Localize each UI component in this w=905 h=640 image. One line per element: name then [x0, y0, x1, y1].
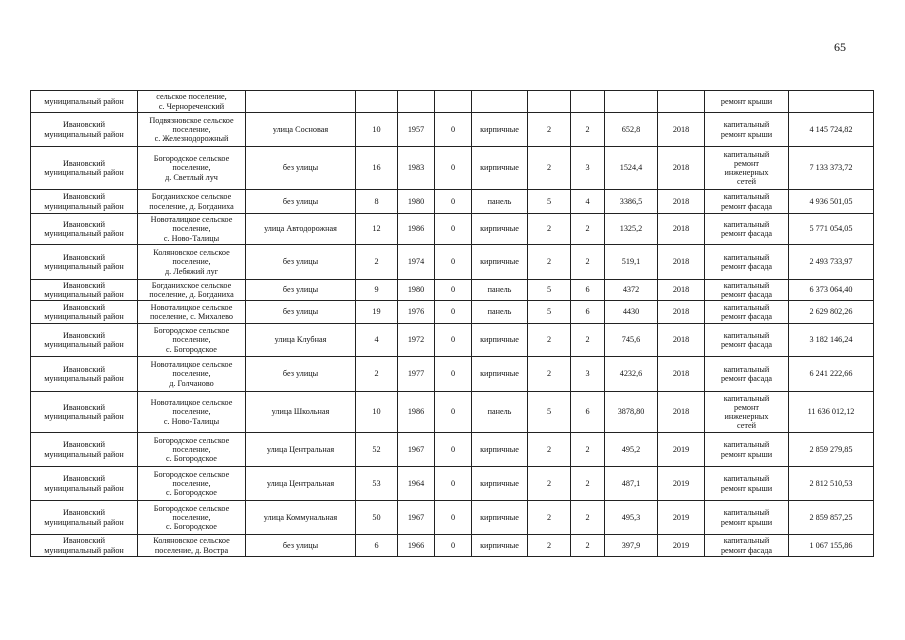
district-cell: Ивановский муниципальный район	[31, 501, 138, 535]
floors-cell	[528, 91, 571, 113]
area-cell: 4232,6	[605, 357, 658, 392]
table-row	[31, 467, 874, 501]
year-built-cell: 1980	[398, 280, 435, 301]
repair-year-cell: 2018	[658, 147, 705, 190]
zero-cell: 0	[435, 357, 472, 392]
table-row	[31, 147, 874, 190]
work-type-cell: капитальный ремонт фасада	[705, 190, 789, 214]
year-built-cell: 1977	[398, 357, 435, 392]
wall-material-cell: кирпичные	[472, 467, 528, 501]
repair-year-cell: 2018	[658, 357, 705, 392]
house-number-cell: 19	[356, 301, 398, 324]
work-type-cell: капитальный ремонт крыши	[705, 433, 789, 467]
table-row	[31, 392, 874, 433]
repair-year-cell: 2018	[658, 392, 705, 433]
entrances-cell	[571, 91, 605, 113]
cost-cell: 6 241 222,66	[789, 357, 874, 392]
wall-material-cell: кирпичные	[472, 501, 528, 535]
zero-cell: 0	[435, 190, 472, 214]
street-cell: без улицы	[246, 280, 356, 301]
settlement-cell: Новоталицкое сельское поселение, д. Голчаново	[138, 357, 246, 392]
house-number-cell: 6	[356, 535, 398, 557]
floors-cell: 2	[528, 324, 571, 357]
house-number-cell: 2	[356, 245, 398, 280]
work-type-cell: капитальный ремонт инженерных сетей	[705, 392, 789, 433]
district-cell: Ивановский муниципальный район	[31, 280, 138, 301]
district-cell: муниципальный район	[31, 91, 138, 113]
wall-material-cell	[472, 91, 528, 113]
wall-material-cell: кирпичные	[472, 147, 528, 190]
wall-material-cell: панель	[472, 190, 528, 214]
page-number: 65	[834, 40, 846, 54]
wall-material-cell: панель	[472, 280, 528, 301]
repair-year-cell: 2019	[658, 467, 705, 501]
house-number-cell: 9	[356, 280, 398, 301]
year-built-cell: 1986	[398, 392, 435, 433]
work-type-cell: капитальный ремонт фасада	[705, 357, 789, 392]
street-cell: без улицы	[246, 357, 356, 392]
house-number-cell: 10	[356, 113, 398, 147]
house-number-cell: 2	[356, 357, 398, 392]
district-cell: Ивановский муниципальный район	[31, 324, 138, 357]
zero-cell: 0	[435, 280, 472, 301]
work-type-cell: капитальный ремонт фасада	[705, 301, 789, 324]
year-built-cell: 1966	[398, 535, 435, 557]
floors-cell: 2	[528, 535, 571, 557]
settlement-cell: Богданихское сельское поселение, д. Богданиха	[138, 190, 246, 214]
year-built-cell: 1974	[398, 245, 435, 280]
house-number-cell: 10	[356, 392, 398, 433]
entrances-cell: 2	[571, 214, 605, 245]
work-type-cell: капитальный ремонт фасада	[705, 324, 789, 357]
work-type-cell: капитальный ремонт инженерных сетей	[705, 147, 789, 190]
street-cell: улица Школьная	[246, 392, 356, 433]
street-cell: без улицы	[246, 147, 356, 190]
floors-cell: 5	[528, 301, 571, 324]
street-cell: улица Центральная	[246, 467, 356, 501]
repair-year-cell: 2018	[658, 113, 705, 147]
settlement-cell: Богородское сельское поселение, д. Светлый луч	[138, 147, 246, 190]
street-cell: улица Автодорожная	[246, 214, 356, 245]
wall-material-cell: панель	[472, 392, 528, 433]
cost-cell: 2 812 510,53	[789, 467, 874, 501]
area-cell: 1524,4	[605, 147, 658, 190]
house-number-cell: 8	[356, 190, 398, 214]
repair-year-cell: 2019	[658, 501, 705, 535]
year-built-cell: 1967	[398, 433, 435, 467]
table-row	[31, 280, 874, 301]
area-cell: 1325,2	[605, 214, 658, 245]
settlement-cell: Новоталицкое сельское поселение, с. Ново-Талицы	[138, 392, 246, 433]
work-type-cell: капитальный ремонт крыши	[705, 113, 789, 147]
floors-cell: 2	[528, 357, 571, 392]
work-type-cell: капитальный ремонт крыши	[705, 467, 789, 501]
district-cell: Ивановский муниципальный район	[31, 190, 138, 214]
zero-cell: 0	[435, 113, 472, 147]
repair-year-cell: 2018	[658, 214, 705, 245]
district-cell: Ивановский муниципальный район	[31, 245, 138, 280]
zero-cell	[435, 91, 472, 113]
floors-cell: 2	[528, 113, 571, 147]
wall-material-cell: кирпичные	[472, 535, 528, 557]
year-built-cell: 1972	[398, 324, 435, 357]
wall-material-cell: кирпичные	[472, 245, 528, 280]
zero-cell: 0	[435, 392, 472, 433]
floors-cell: 5	[528, 392, 571, 433]
street-cell: без улицы	[246, 301, 356, 324]
entrances-cell: 2	[571, 535, 605, 557]
wall-material-cell: кирпичные	[472, 357, 528, 392]
wall-material-cell: кирпичные	[472, 214, 528, 245]
year-built-cell	[398, 91, 435, 113]
area-cell: 519,1	[605, 245, 658, 280]
zero-cell: 0	[435, 214, 472, 245]
table-row	[31, 214, 874, 245]
wall-material-cell: кирпичные	[472, 324, 528, 357]
area-cell: 487,1	[605, 467, 658, 501]
floors-cell: 2	[528, 214, 571, 245]
cost-cell: 2 859 279,85	[789, 433, 874, 467]
settlement-cell: Коляновское сельское поселение, д. Лебяжий луг	[138, 245, 246, 280]
year-built-cell: 1964	[398, 467, 435, 501]
table-row	[31, 190, 874, 214]
settlement-cell: сельское поселение, с. Чернореченский	[138, 91, 246, 113]
settlement-cell: Богородское сельское поселение, с. Богородское	[138, 501, 246, 535]
street-cell	[246, 91, 356, 113]
entrances-cell: 3	[571, 357, 605, 392]
settlement-cell: Новоталицкое сельское поселение, с. Михалево	[138, 301, 246, 324]
street-cell: без улицы	[246, 190, 356, 214]
entrances-cell: 2	[571, 324, 605, 357]
district-cell: Ивановский муниципальный район	[31, 392, 138, 433]
work-type-cell: капитальный ремонт фасада	[705, 214, 789, 245]
house-number-cell: 16	[356, 147, 398, 190]
area-cell: 495,2	[605, 433, 658, 467]
area-cell: 397,9	[605, 535, 658, 557]
floors-cell: 2	[528, 147, 571, 190]
street-cell: улица Сосновая	[246, 113, 356, 147]
work-type-cell: капитальный ремонт фасада	[705, 245, 789, 280]
repair-program-table	[30, 90, 874, 557]
year-built-cell: 1986	[398, 214, 435, 245]
zero-cell: 0	[435, 467, 472, 501]
settlement-cell: Богданихское сельское поселение, д. Богданиха	[138, 280, 246, 301]
zero-cell: 0	[435, 324, 472, 357]
house-number-cell: 12	[356, 214, 398, 245]
table-row	[31, 245, 874, 280]
floors-cell: 2	[528, 433, 571, 467]
zero-cell: 0	[435, 501, 472, 535]
area-cell: 3386,5	[605, 190, 658, 214]
work-type-cell: капитальный ремонт фасада	[705, 535, 789, 557]
entrances-cell: 6	[571, 301, 605, 324]
street-cell: без улицы	[246, 245, 356, 280]
area-cell: 3878,80	[605, 392, 658, 433]
repair-year-cell: 2019	[658, 535, 705, 557]
settlement-cell: Подвязновское сельское поселение, с. Железнодорожный	[138, 113, 246, 147]
house-number-cell	[356, 91, 398, 113]
wall-material-cell: кирпичные	[472, 433, 528, 467]
cost-cell: 7 133 373,72	[789, 147, 874, 190]
cost-cell: 2 859 857,25	[789, 501, 874, 535]
district-cell: Ивановский муниципальный район	[31, 433, 138, 467]
work-type-cell: ремонт крыши	[705, 91, 789, 113]
settlement-cell: Богородское сельское поселение, с. Богородское	[138, 467, 246, 501]
district-cell: Ивановский муниципальный район	[31, 214, 138, 245]
table-row	[31, 91, 874, 113]
repair-year-cell: 2018	[658, 190, 705, 214]
entrances-cell: 2	[571, 467, 605, 501]
repair-year-cell: 2018	[658, 280, 705, 301]
table-row	[31, 433, 874, 467]
entrances-cell: 2	[571, 433, 605, 467]
cost-cell: 11 636 012,12	[789, 392, 874, 433]
zero-cell: 0	[435, 147, 472, 190]
district-cell: Ивановский муниципальный район	[31, 301, 138, 324]
entrances-cell: 2	[571, 113, 605, 147]
street-cell: улица Коммунальная	[246, 501, 356, 535]
area-cell	[605, 91, 658, 113]
floors-cell: 5	[528, 190, 571, 214]
street-cell: улица Центральная	[246, 433, 356, 467]
area-cell: 652,8	[605, 113, 658, 147]
settlement-cell: Богородское сельское поселение, с. Богородское	[138, 324, 246, 357]
year-built-cell: 1967	[398, 501, 435, 535]
street-cell: улица Клубная	[246, 324, 356, 357]
area-cell: 745,6	[605, 324, 658, 357]
house-number-cell: 53	[356, 467, 398, 501]
work-type-cell: капитальный ремонт фасада	[705, 280, 789, 301]
wall-material-cell: панель	[472, 301, 528, 324]
wall-material-cell: кирпичные	[472, 113, 528, 147]
house-number-cell: 52	[356, 433, 398, 467]
repair-year-cell: 2019	[658, 433, 705, 467]
cost-cell: 2 629 802,26	[789, 301, 874, 324]
settlement-cell: Богородское сельское поселение, с. Богородское	[138, 433, 246, 467]
repair-year-cell: 2018	[658, 245, 705, 280]
zero-cell: 0	[435, 245, 472, 280]
entrances-cell: 2	[571, 501, 605, 535]
district-cell: Ивановский муниципальный район	[31, 535, 138, 557]
entrances-cell: 6	[571, 392, 605, 433]
cost-cell: 1 067 155,86	[789, 535, 874, 557]
year-built-cell: 1980	[398, 190, 435, 214]
entrances-cell: 6	[571, 280, 605, 301]
table-row	[31, 501, 874, 535]
zero-cell: 0	[435, 535, 472, 557]
floors-cell: 2	[528, 501, 571, 535]
table-row	[31, 324, 874, 357]
table-row	[31, 301, 874, 324]
settlement-cell: Новоталицкое сельское поселение, с. Ново-Талицы	[138, 214, 246, 245]
floors-cell: 2	[528, 467, 571, 501]
cost-cell: 6 373 064,40	[789, 280, 874, 301]
cost-cell	[789, 91, 874, 113]
entrances-cell: 2	[571, 245, 605, 280]
cost-cell: 4 936 501,05	[789, 190, 874, 214]
house-number-cell: 50	[356, 501, 398, 535]
zero-cell: 0	[435, 433, 472, 467]
district-cell: Ивановский муниципальный район	[31, 113, 138, 147]
repair-year-cell: 2018	[658, 301, 705, 324]
work-type-cell: капитальный ремонт крыши	[705, 501, 789, 535]
district-cell: Ивановский муниципальный район	[31, 467, 138, 501]
district-cell: Ивановский муниципальный район	[31, 147, 138, 190]
cost-cell: 3 182 146,24	[789, 324, 874, 357]
floors-cell: 2	[528, 245, 571, 280]
entrances-cell: 3	[571, 147, 605, 190]
year-built-cell: 1983	[398, 147, 435, 190]
table-row	[31, 113, 874, 147]
zero-cell: 0	[435, 301, 472, 324]
table-row	[31, 535, 874, 557]
cost-cell: 2 493 733,97	[789, 245, 874, 280]
repair-year-cell: 2018	[658, 324, 705, 357]
street-cell: без улицы	[246, 535, 356, 557]
entrances-cell: 4	[571, 190, 605, 214]
district-cell: Ивановский муниципальный район	[31, 357, 138, 392]
table-row	[31, 357, 874, 392]
floors-cell: 5	[528, 280, 571, 301]
settlement-cell: Коляновское сельское поселение, д. Востра	[138, 535, 246, 557]
year-built-cell: 1957	[398, 113, 435, 147]
repair-year-cell	[658, 91, 705, 113]
house-number-cell: 4	[356, 324, 398, 357]
year-built-cell: 1976	[398, 301, 435, 324]
cost-cell: 4 145 724,82	[789, 113, 874, 147]
area-cell: 4372	[605, 280, 658, 301]
area-cell: 495,3	[605, 501, 658, 535]
cost-cell: 5 771 054,05	[789, 214, 874, 245]
area-cell: 4430	[605, 301, 658, 324]
